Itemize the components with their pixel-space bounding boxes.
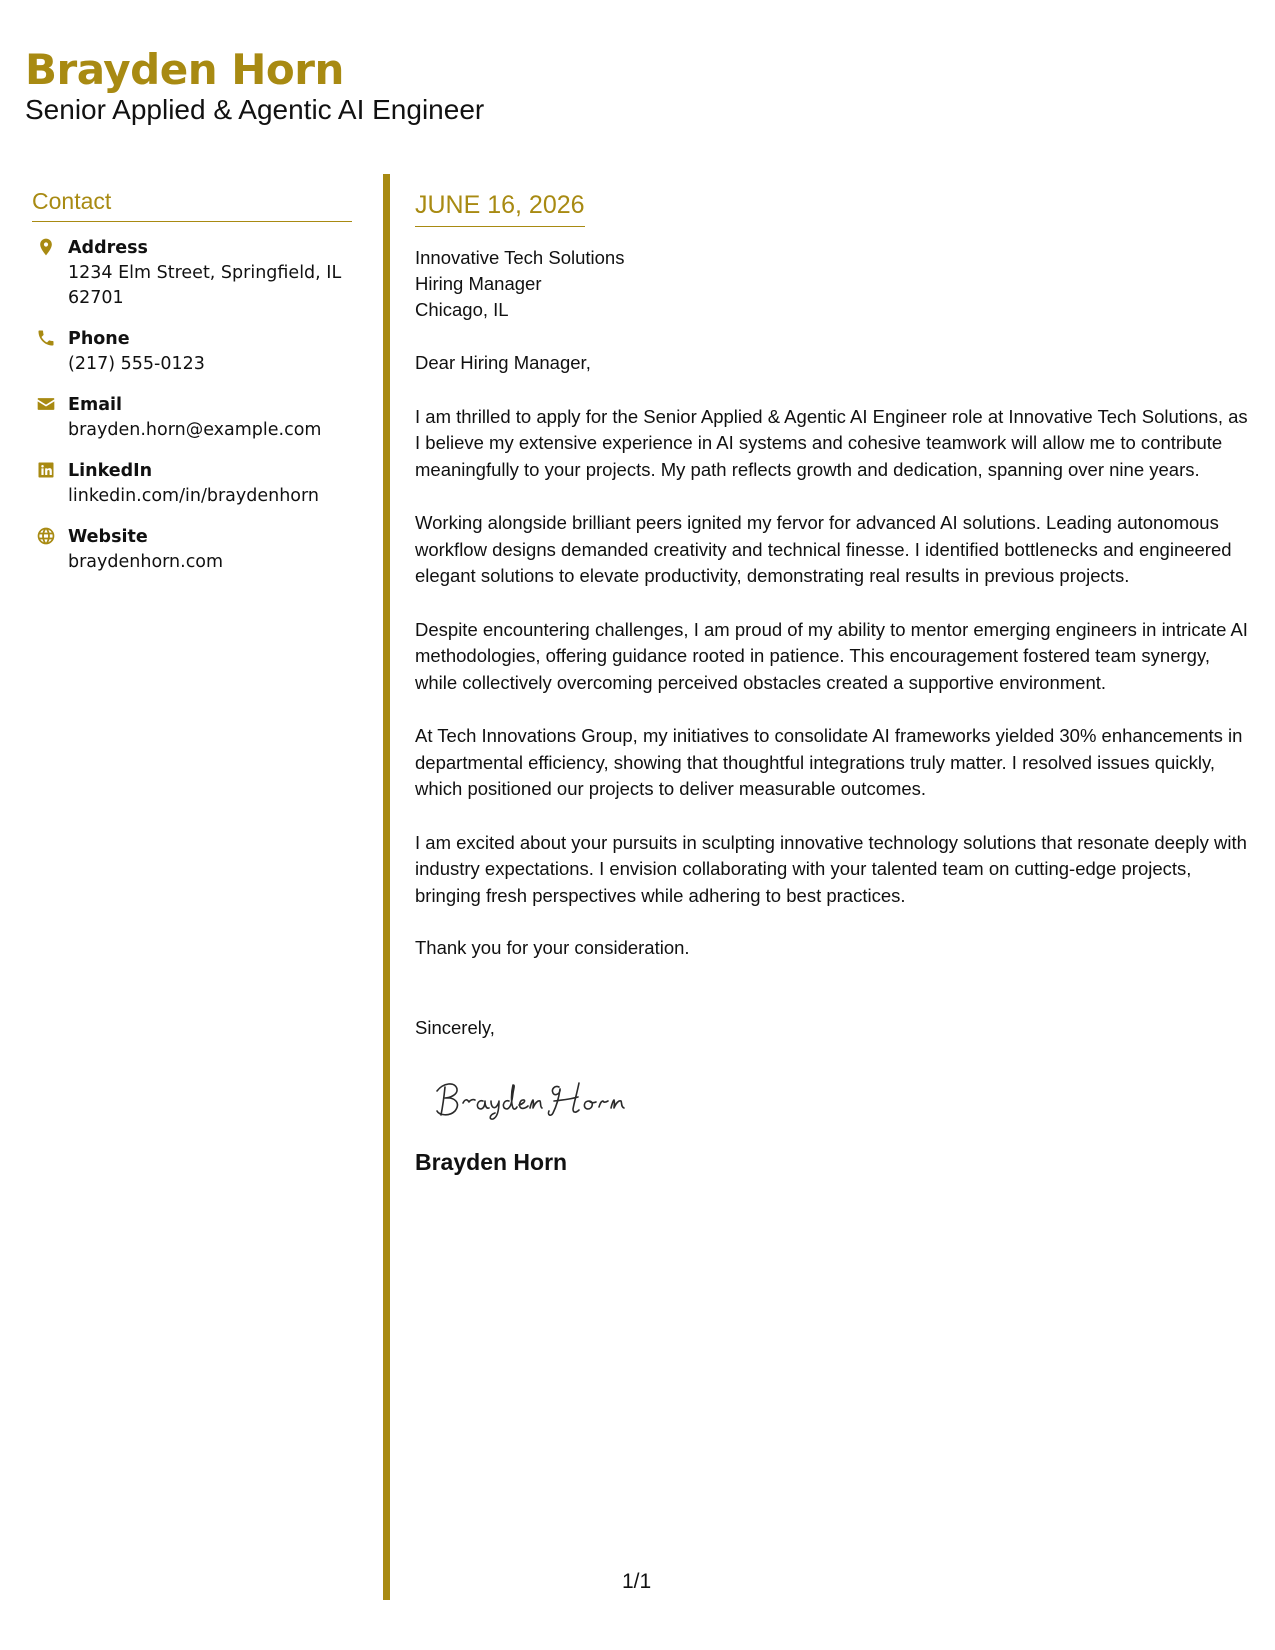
paragraph: Working alongside brilliant peers ignited my fervor for advanced AI solutions. Leading autonomous workflow designs demanded creativity and technical finesse. I identified bottlenecks and engineered elegant solutions to elevate productivity, demonstrating real results in previous projects. <box>415 512 1232 586</box>
page-number: 1/1 <box>622 1570 652 1593</box>
envelope-icon <box>34 393 58 416</box>
linkedin-icon <box>34 459 58 482</box>
phone-icon <box>34 327 58 350</box>
salutation: Dear Hiring Manager, <box>415 352 591 373</box>
signature-drawing <box>433 1073 673 1123</box>
letter-date: JUNE 16, 2026 <box>415 190 585 227</box>
address-value: 1234 Elm Street, Springfield, IL 62701 <box>68 263 342 308</box>
applicant-name: Brayden Horn <box>25 45 344 94</box>
contact-heading: Contact <box>32 188 352 222</box>
contact-label: LinkedIn <box>68 461 153 481</box>
letter-body <box>415 190 1255 1176</box>
contact-item-address <box>32 236 352 311</box>
contact-label: Address <box>68 238 148 258</box>
signer-name: Brayden Horn <box>415 1149 568 1175</box>
globe-icon <box>34 525 58 548</box>
contact-label: Website <box>68 527 148 547</box>
signoff: Sincerely, <box>415 1016 495 1038</box>
recipient-title: Hiring Manager <box>415 273 542 294</box>
website-link[interactable]: braydenhorn.com <box>68 552 224 572</box>
paragraph: I am thrilled to apply for the Senior Applied & Agentic AI Engineer role at Innovative Tech Solutions, as I believe my extensive experience in AI systems and cohesive teamwork will allow me to contribute meaningfully to your projects. My path reflects growth and dedication, spanning over nine years. <box>415 405 1248 480</box>
contact-item-email <box>32 393 352 443</box>
letter-header <box>25 46 484 126</box>
contact-item-linkedin <box>32 459 352 509</box>
paragraph: Despite encountering challenges, I am proud of my ability to mentor emerging engineers in intricate AI methodologies, offering guidance rooted in patience. This encouragement fostered team synergy, while collectively overcoming perceived obstacles created a supportive environment. <box>415 618 1248 693</box>
linkedin-link[interactable]: linkedin.com/in/braydenhorn <box>68 486 319 506</box>
recipient-location: Chicago, IL <box>415 299 509 320</box>
paragraph: I am excited about your pursuits in sculpting innovative technology solutions that resonate deeply with industry expectations. I envision collaborating with your talented team on cutting-edge projects, bringing fresh perspectives while adhering to best practices. <box>415 831 1247 906</box>
vertical-divider <box>383 174 390 1600</box>
contact-sidebar <box>32 188 352 591</box>
contact-label: Phone <box>68 329 130 349</box>
email-link[interactable]: brayden.horn@example.com <box>68 420 322 440</box>
recipient-company: Innovative Tech Solutions <box>415 247 625 268</box>
contact-item-phone <box>32 327 352 377</box>
contact-label: Email <box>68 395 122 415</box>
phone-value: (217) 555-0123 <box>68 354 205 374</box>
closing-line: Thank you for your consideration. <box>415 937 690 958</box>
applicant-role: Senior Applied & Agentic AI Engineer <box>25 94 485 126</box>
paragraph: At Tech Innovations Group, my initiatives to consolidate AI frameworks yielded 30% enhancements in departmental efficiency, showing that thoughtful integrations truly matter. I resolved issues quickly, which positioned our projects to deliver measurable outcomes. <box>415 725 1243 799</box>
map-pin-icon <box>34 236 58 259</box>
handwritten-signature <box>433 1073 1255 1123</box>
contact-item-website <box>32 525 352 575</box>
recipient-block <box>415 245 1255 323</box>
